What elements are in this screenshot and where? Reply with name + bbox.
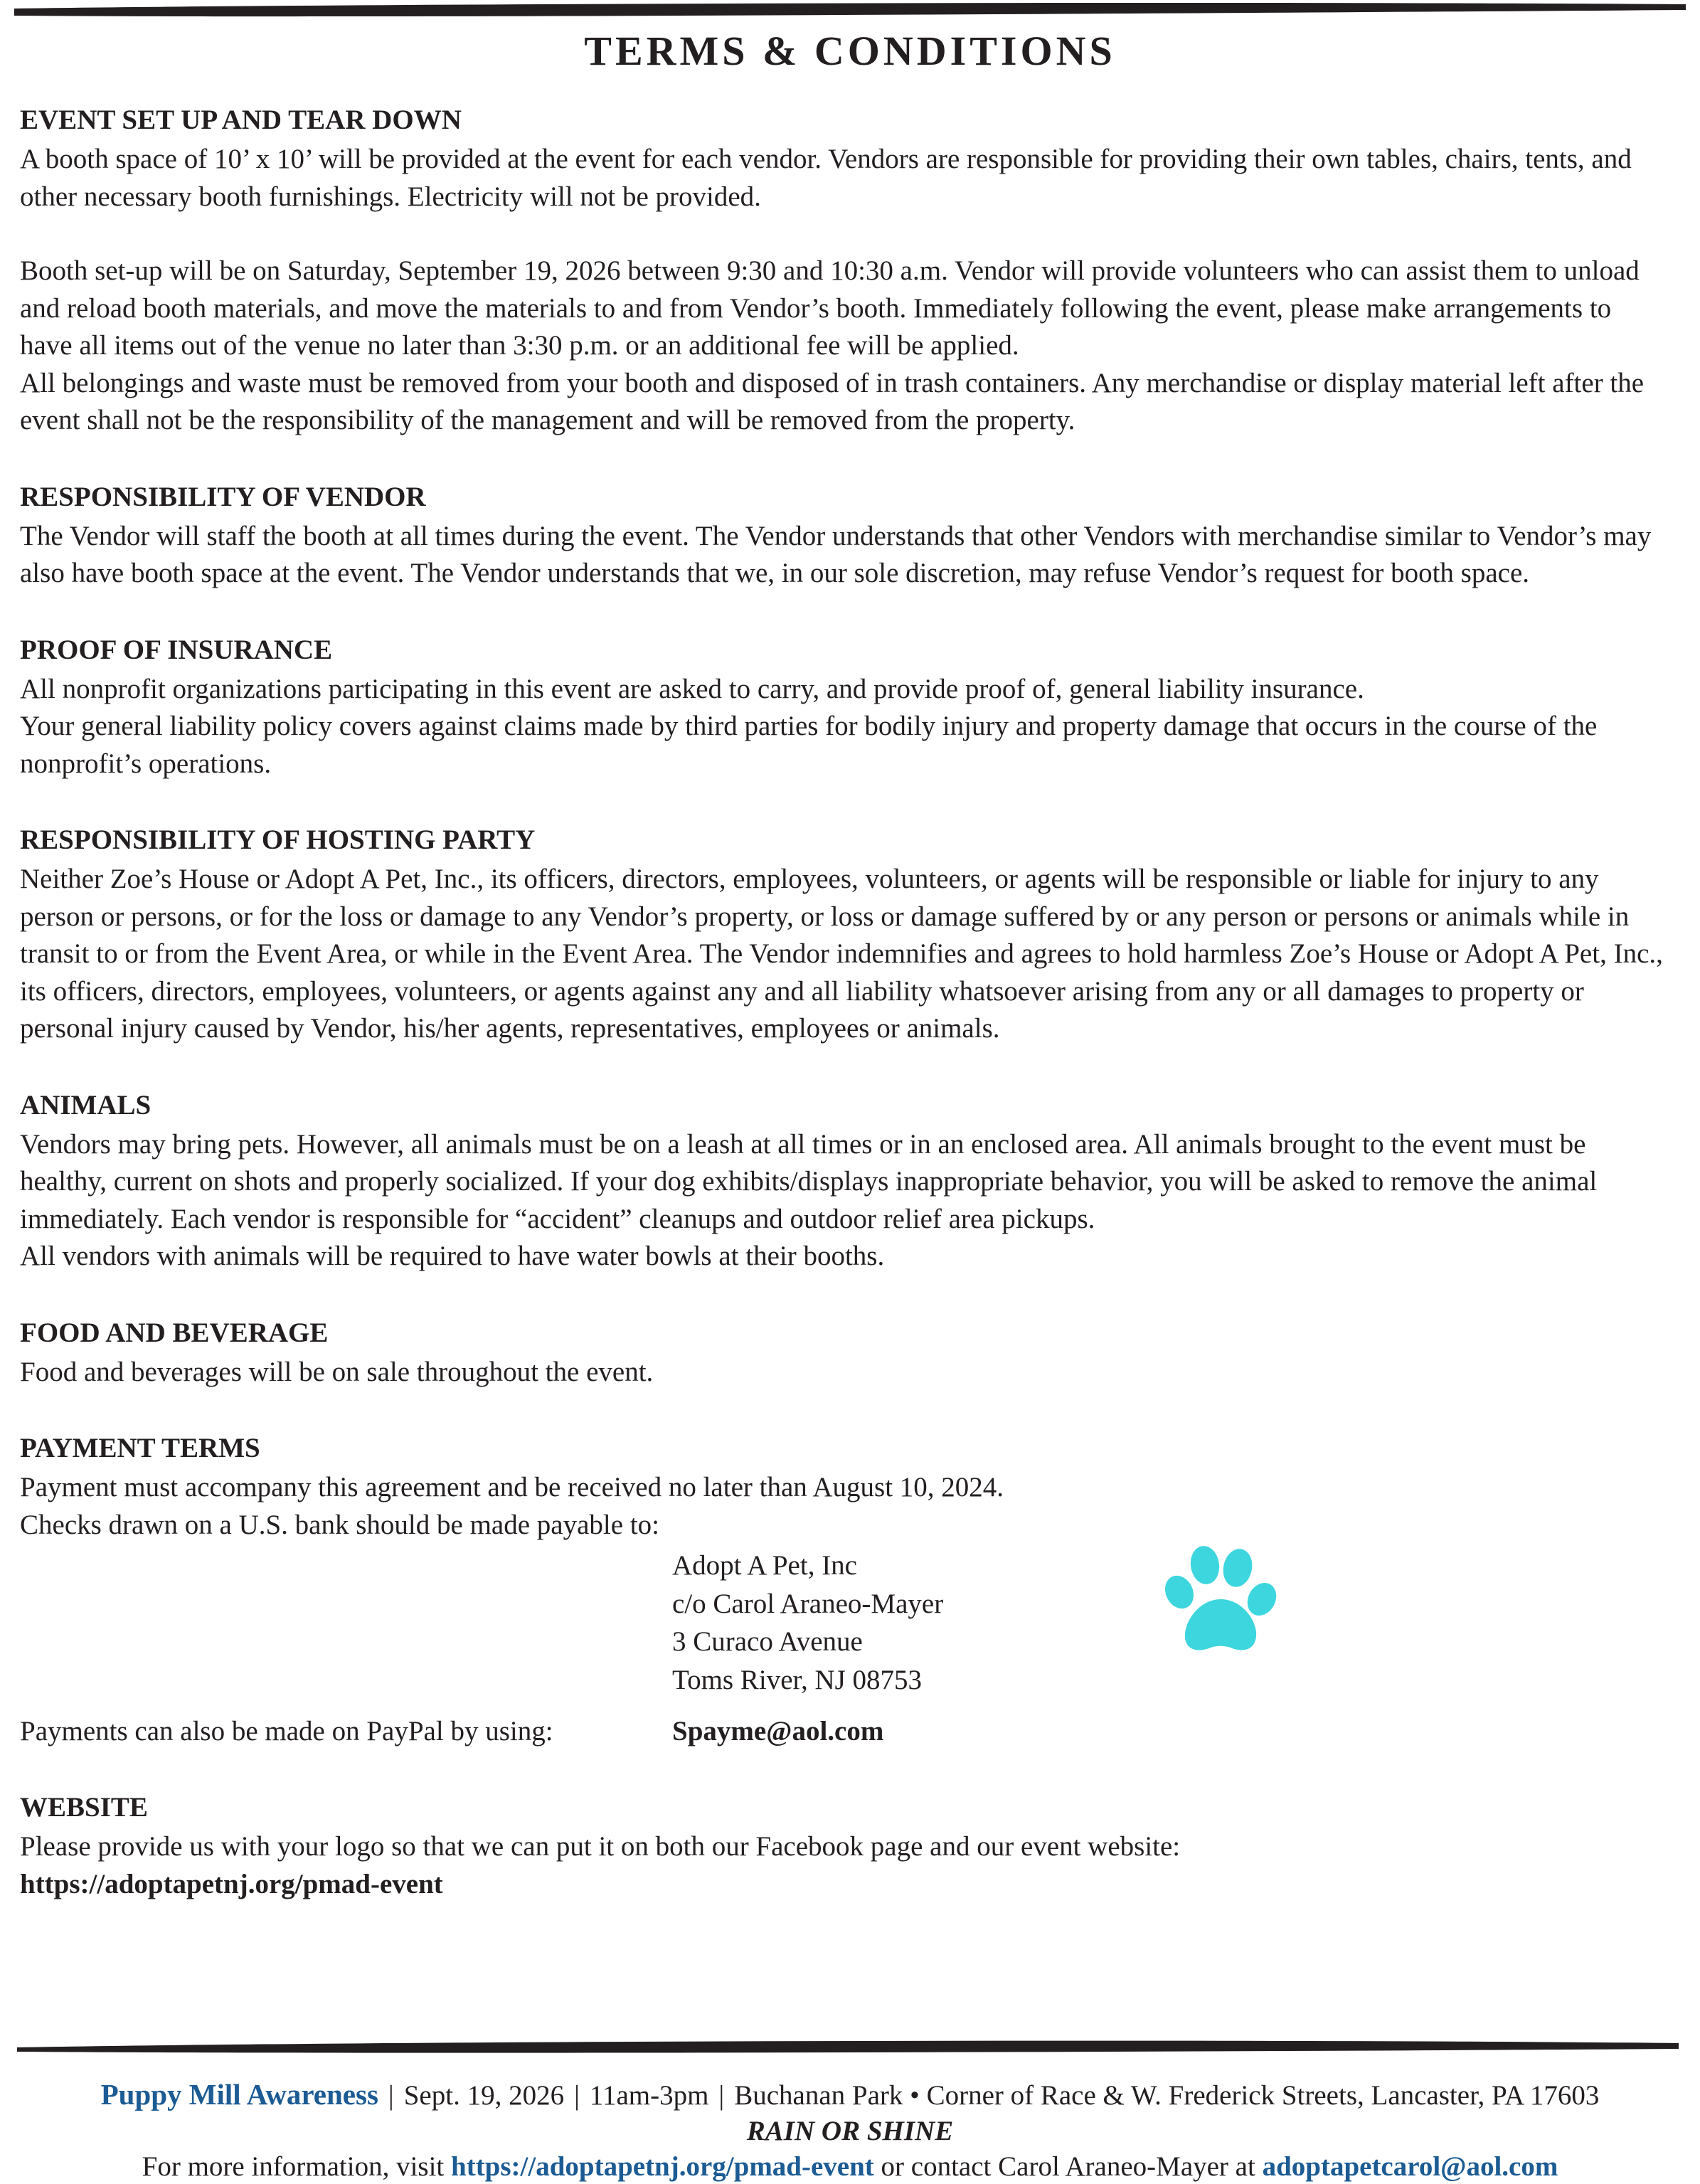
section-heading: ANIMALS <box>20 1089 152 1120</box>
top-brush-divider <box>0 0 1700 21</box>
section-heading: EVENT SET UP AND TEAR DOWN <box>20 105 462 135</box>
section-animals <box>20 1085 1670 1276</box>
paypal-row <box>20 1713 1670 1754</box>
section-website <box>20 1787 1670 1903</box>
paragraph: Booth set-up will be on Saturday, September 19, 2026 between 9:30 and 10:30 a.m. Vendor will provide volunteers who can assist them to unload and reload booth materials, and move the materials to and from Vendor’s booth. Immediately following the event, please make arrangements to have all items out of the venue no later than 3:30 p.m. or an additional fee will be applied. <box>20 255 1640 361</box>
info-prefix: For more information, visit <box>142 2151 445 2182</box>
section-heading: FOOD AND BEVERAGE <box>20 1317 329 1348</box>
paypal-label: Payments can also be made on PayPal by using: <box>20 1716 553 1746</box>
contact-email-link[interactable]: adoptapetcarol@aol.com <box>1262 2151 1558 2182</box>
bullet-separator: • <box>910 2080 920 2111</box>
payee-city: Toms River, NJ 08753 <box>672 1664 923 1695</box>
paw-print-icon <box>1158 1541 1279 1662</box>
rain-or-shine: RAIN OR SHINE <box>746 2116 954 2146</box>
section-vendor <box>20 477 1670 593</box>
terms-content <box>20 100 1670 1940</box>
section-food <box>20 1313 1670 1391</box>
paragraph: Vendors may bring pets. However, all animals must be on a leash at all times or in an enclosed area. All animals brought to the event must be healthy, current on shots and properly socialized. If your dog exhibits/displays inappropriate behavior, you will be asked to remove the animal immediately. Each vendor is responsible for “accident” cleanups and outdoor relief area pickups. <box>20 1128 1598 1234</box>
paragraph: The Vendor will staff the booth at all times during the event. The Vendor understands that other Vendors with merchandise similar to Vendor’s may also have booth space at the event. The Vendor understands that we, in our sole discretion, may refuse Vendor’s request for booth space. <box>20 520 1652 588</box>
paragraph: All nonprofit organizations participating in this event are asked to carry, and provide proof of, general liability insurance. <box>20 673 1364 704</box>
payee-block <box>20 1547 1670 1699</box>
paragraph: A booth space of 10’ x 10’ will be provided at the event for each vendor. Vendors are responsible for providing their own tables, chairs, tents, and other necessary booth furnishings. Electricity will not be provided. <box>20 144 1632 212</box>
section-hosting <box>20 820 1670 1048</box>
paragraph: Payment must accompany this agreement and be received no later than August 10, 2024. <box>20 1472 1004 1502</box>
info-mid: or contact Carol Araneo-Mayer at <box>881 2151 1255 2182</box>
bottom-brush-divider <box>0 2036 1700 2056</box>
payee-name: Adopt A Pet, Inc <box>672 1550 857 1581</box>
event-website-link[interactable]: https://adoptapetnj.org/pmad-event <box>451 2151 874 2182</box>
paypal-email-link[interactable]: Spayme@aol.com <box>672 1716 884 1746</box>
website-url-link[interactable]: https://adoptapetnj.org/pmad-event <box>20 1868 443 1899</box>
event-time: 11am-3pm <box>589 2080 709 2111</box>
section-insurance <box>20 630 1670 783</box>
contact-line <box>0 2150 1700 2184</box>
section-setup <box>20 100 1670 440</box>
section-heading: PROOF OF INSURANCE <box>20 634 333 665</box>
page-title: TERMS & CONDITIONS <box>584 28 1116 74</box>
event-venue: Buchanan Park <box>734 2080 903 2111</box>
section-heading: WEBSITE <box>20 1792 148 1823</box>
paragraph: Your general liability policy covers against claims made by third parties for bodily injury and property damage that occurs in the course of the nonprofit’s operations. <box>20 711 1598 779</box>
payee-care-of: c/o Carol Araneo-Mayer <box>672 1588 944 1619</box>
event-address: Corner of Race & W. Frederick Streets, Lancaster, PA 17603 <box>926 2080 1600 2111</box>
event-date: Sept. 19, 2026 <box>403 2080 565 2111</box>
event-details-line: Puppy Mill Awareness | Sept. 19, 2026 | 11am-3pm | Buchanan Park • Corner of Race & W. Frederick Streets, Lancaster, PA 17603 <box>100 2078 1600 2111</box>
section-payment <box>20 1428 1670 1754</box>
paragraph: Please provide us with your logo so that we can put it on both our Facebook page and our event website: <box>20 1831 1181 1862</box>
paragraph: All belongings and waste must be removed from your booth and disposed of in trash containers. Any merchandise or display material left after the event shall not be the responsibility of the management and will be removed from the property. <box>20 367 1645 435</box>
paragraph: Checks drawn on a U.S. bank should be made payable to: <box>20 1509 659 1540</box>
section-heading: RESPONSIBILITY OF HOSTING PARTY <box>20 825 536 855</box>
paragraph: All vendors with animals will be required to have water bowls at their booths. <box>20 1241 885 1271</box>
paragraph: Neither Zoe’s House or Adopt A Pet, Inc., its officers, directors, employees, volunteers, or agents will be responsible or liable for injury to any person or persons, or for the loss or damage to any Vendor’s property, or loss or damage suffered by or any person or persons or animals while in transit to or from the Event Area, or while in the Event Area. The Vendor indemnifies and agrees to hold harmless Zoe’s House or Adopt A Pet, Inc., its officers, directors, employees, volunteers, or agents against any and all liability whatsoever arising from any or all damages to property or personal injury caused by Vendor, his/her agents, representatives, employees or animals. <box>20 864 1663 1044</box>
payee-address <box>672 1547 943 1699</box>
paragraph: Food and beverages will be on sale throughout the event. <box>20 1356 654 1387</box>
section-heading: PAYMENT TERMS <box>20 1433 260 1463</box>
payee-street: 3 Curaco Avenue <box>672 1626 863 1657</box>
event-name: Puppy Mill Awareness <box>100 2078 378 2111</box>
section-heading: RESPONSIBILITY OF VENDOR <box>20 481 426 512</box>
